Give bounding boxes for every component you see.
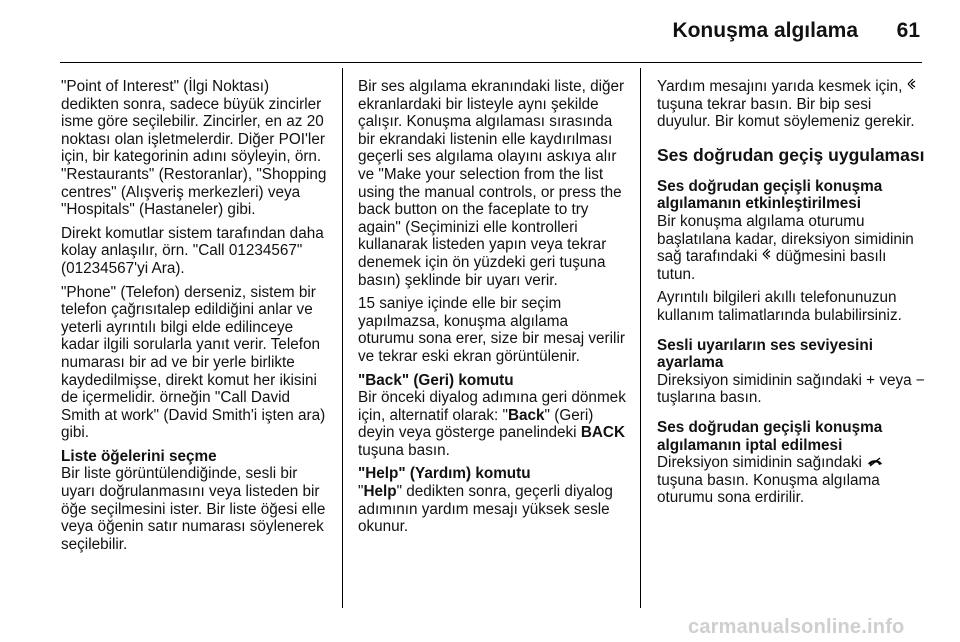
paragraph: Direksiyon simidinin sağındaki tuşuna basın. Konuşma algılama oturumu sona erdirilir.	[657, 454, 925, 507]
paragraph: Direkt komutlar sistem tarafından daha kolay anlaşılır, örn. "Call 01234567" (01234567'yi Ara).	[61, 224, 324, 277]
subheading-help-command: "Help" (Yardım) komutu	[358, 465, 531, 483]
column-left	[61, 78, 329, 559]
paragraph: Ayrıntılı bilgileri akıllı telefonunuzun kullanım talimatlarında bulabilirsiniz.	[657, 289, 902, 324]
minus-icon: −	[915, 371, 925, 389]
page-header	[60, 0, 922, 63]
column-divider	[640, 68, 641, 608]
paragraph: Bir ses algılama ekranındaki liste, diğer ekranlardaki bir listeyle aynı şekilde çalışır. Konuşma algılaması sırasında bir ekrandaki listenin elle kaydırılması geçerli ses algılama olayını askıya alır ve "Make your selection from the list using the manual controls, or press the back button on the faceplate to try again" (Seçiminizi elle kontrolleri kullanarak listeden yapın veya tekrar denemek için ön yüzdeki geri tuşuna basın) şeklinde bir uyarı verir.	[358, 78, 625, 289]
subheading-enable: Ses doğrudan geçişli konuşma algılamanın etkinleştirilmesi	[657, 177, 883, 213]
paragraph-help: "Help" dedikten sonra, geçerli diyalog adımının yardım mesajı yüksek sesle okunur.	[358, 483, 613, 536]
paragraph: Yardım mesajını yarıda kesmek için, tuşuna tekrar basın. Bir bip sesi duyulur. Bir komut söylemeniz gerekir.	[657, 78, 925, 131]
paragraph: Bir liste görüntülendiğinde, sesli bir uyarı doğrulanmasını veya listeden bir öğe seçilmesini ister. Bir liste öğesi elle veya öğenin satır numarası söylenerek seçilebilir.	[61, 465, 326, 553]
voice-command-icon	[762, 248, 772, 266]
paragraph-back: Bir önceki diyalog adımına geri dönmek için, alternatif olarak: "Back" (Geri) deyin veya gösterge panelindeki BACK tuşuna basın.	[358, 389, 626, 459]
subheading-cancel: Ses doğrudan geçişli konuşma algılamanın iptal edilmesi	[657, 418, 883, 454]
paragraph: 15 saniye içinde elle bir seçim yapılmazsa, konuşma algılama oturumu sona erer, size bir mesaj verilir ve tekrar eski ekran görüntülenir.	[358, 295, 625, 365]
column-divider	[342, 68, 343, 608]
column-right	[657, 78, 925, 513]
section-heading: Ses doğrudan geçiş uygulaması	[657, 144, 925, 165]
paragraph: "Phone" (Telefon) derseniz, sistem bir telefon çağrısıtalep edildiğini anlar ve yeterli ayrıntılı bilgi elde edilinceye kadar ilgili sorularla yanıt verir. Telefon numarası bir ad ve bir yerle birlikte kaydedilmişse, direkt komut her ikisini de içermelidir. örneğin "Call David Smith at work" (David Smith'i işten ara) gibi.	[61, 283, 326, 442]
paragraph: Direksiyon simidinin sağındaki + veya − tuşlarına basın.	[657, 371, 925, 407]
page-number: 61	[896, 19, 920, 42]
subheading-volume: Sesli uyarıların ses seviyesini ayarlama	[657, 336, 873, 372]
paragraph: Bir konuşma algılama oturumu başlatılana kadar, direksiyon simidinin sağ tarafındaki düğmesini basılı tutun.	[657, 212, 914, 283]
watermark: carmanualsonline.info	[688, 616, 905, 638]
subheading-back-command: "Back" (Geri) komutu	[358, 371, 514, 389]
plus-icon: +	[866, 371, 876, 389]
paragraph: "Point of Interest" (İlgi Noktası) dedikten sonra, sadece büyük zincirler isme göre seçilebilir. Zincirler, en az 20 noktası olan işletmelerdir. Diğer POI'ler için, bir kategorinin adını söyleyin, örn. "Restaurants" (Restoranlar), "Shopping centres" (Alışveriş merkezleri) veya "Hospitals" (Hastaneler) gibi.	[61, 78, 327, 219]
voice-command-icon	[907, 78, 917, 96]
hang-up-icon	[866, 454, 884, 472]
column-middle	[358, 78, 628, 542]
subheading-list-select: Liste öğelerini seçme	[61, 447, 217, 465]
page-title: Konuşma algılama	[672, 19, 858, 42]
